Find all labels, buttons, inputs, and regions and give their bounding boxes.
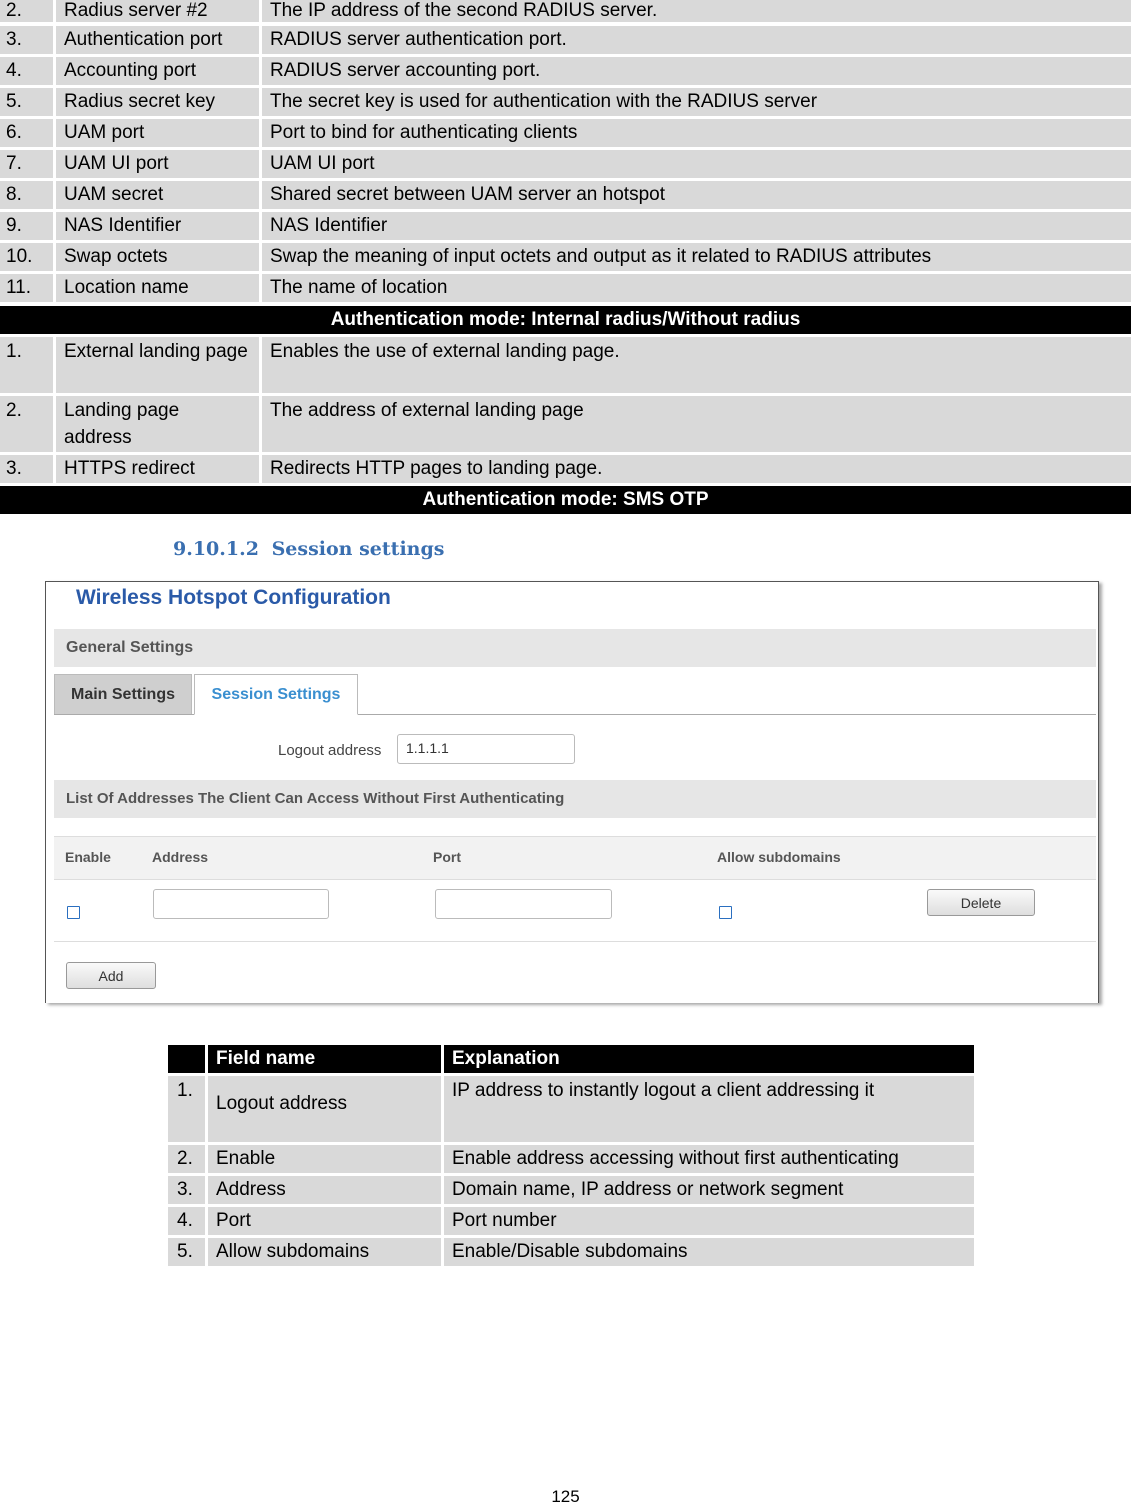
field-name: Authentication port [56,26,259,54]
field-name: UAM secret [56,181,259,209]
field-description: Port to bind for authenticating clients [262,119,1131,147]
tab-session-settings[interactable]: Session Settings [194,674,358,715]
field-name: Port [208,1207,441,1235]
col-allow-subdomains: Allow subdomains [717,849,841,865]
table-row [0,150,1131,178]
table-row [0,88,1131,116]
row-number: 3. [0,455,53,483]
logout-address-label: Logout address [278,742,382,759]
field-description: The name of location [262,274,1131,302]
table-row [0,396,1131,452]
field-description: NAS Identifier [262,212,1131,240]
field-description: RADIUS server authentication port. [262,26,1131,54]
row-number: 10. [0,243,53,271]
field-description: Swap the meaning of input octets and output as it related to RADIUS attributes [262,243,1131,271]
table-row [168,1207,974,1235]
allow-subdomains-checkbox[interactable] [719,906,732,919]
hotspot-config-screenshot [45,581,1099,1003]
field-name: Location name [56,274,259,302]
table-row [168,1076,974,1142]
field-description: Shared secret between UAM server an hotspot [262,181,1131,209]
field-name: HTTPS redirect [56,455,259,483]
field-name: Radius secret key [56,88,259,116]
field-description: Redirects HTTP pages to landing page. [262,455,1131,483]
field-name: Swap octets [56,243,259,271]
delete-button[interactable]: Delete [927,889,1035,916]
field-description: Domain name, IP address or network segment [444,1176,974,1204]
field-name: UAM port [56,119,259,147]
port-input[interactable] [435,889,612,919]
header-number [168,1045,205,1073]
table-header-row [168,1045,974,1073]
addresses-table-header [54,836,1096,880]
tab-main-settings[interactable]: Main Settings [54,674,192,714]
page-number: 125 [551,1487,580,1506]
row-number: 2. [0,396,53,452]
field-description: UAM UI port [262,150,1131,178]
enable-checkbox[interactable] [67,906,80,919]
field-description: IP address to instantly logout a client addressing it [444,1076,974,1142]
general-settings-bar: General Settings [54,629,1096,667]
field-description: RADIUS server accounting port. [262,57,1131,85]
auth-mode-band-internal: Authentication mode: Internal radius/Without radius [0,306,1131,334]
row-number: 2. [0,0,53,22]
field-name: Enable [208,1145,441,1173]
col-port: Port [433,849,461,865]
field-name: NAS Identifier [56,212,259,240]
row-number: 6. [0,119,53,147]
field-description: Enables the use of external landing page. [262,337,1131,393]
field-name: Logout address [208,1076,441,1142]
section-number: 9.10.1.2 [173,538,259,560]
field-name: Landing page address [56,396,259,452]
logout-address-input[interactable]: 1.1.1.1 [397,734,575,764]
row-number: 3. [168,1176,205,1204]
field-description: The IP address of the second RADIUS server. [262,0,1131,22]
row-number: 5. [0,88,53,116]
row-number: 5. [168,1238,205,1266]
table-row [0,119,1131,147]
header-field-name: Field name [208,1045,441,1073]
table-row [0,57,1131,85]
row-number: 1. [168,1076,205,1142]
settings-tabs [54,674,1096,715]
table-row [0,181,1131,209]
table-row [168,1238,974,1266]
field-description: Port number [444,1207,974,1235]
row-number: 1. [0,337,53,393]
field-description: The address of external landing page [262,396,1131,452]
allowed-addresses-bar: List Of Addresses The Client Can Access Without First Authenticating [54,780,1096,818]
row-divider [54,941,1096,942]
section-heading [173,538,444,560]
table-row [0,26,1131,54]
row-number: 4. [168,1207,205,1235]
field-description: The secret key is used for authentication with the RADIUS server [262,88,1131,116]
add-button[interactable]: Add [66,962,156,989]
config-title: Wireless Hotspot Configuration [76,586,391,609]
table-row [0,212,1131,240]
field-name: Allow subdomains [208,1238,441,1266]
section-title: Session settings [271,538,445,560]
row-number: 7. [0,150,53,178]
row-number: 3. [0,26,53,54]
col-enable: Enable [65,849,111,865]
field-name: Radius server #2 [56,0,259,22]
address-input[interactable] [153,889,329,919]
field-name: UAM UI port [56,150,259,178]
table-row [0,337,1131,393]
row-number: 9. [0,212,53,240]
field-name: Address [208,1176,441,1204]
table-row [0,0,1131,22]
table-row [0,243,1131,271]
row-number: 4. [0,57,53,85]
field-name: External landing page [56,337,259,393]
field-name: Accounting port [56,57,259,85]
row-number: 8. [0,181,53,209]
field-description: Enable/Disable subdomains [444,1238,974,1266]
table-row [168,1145,974,1173]
row-number: 2. [168,1145,205,1173]
header-explanation: Explanation [444,1045,974,1073]
table-row [0,455,1131,483]
row-number: 11. [0,274,53,302]
table-row [0,274,1131,302]
table-row [168,1176,974,1204]
auth-mode-band-sms: Authentication mode: SMS OTP [0,486,1131,514]
field-description: Enable address accessing without first authenticating [444,1145,974,1173]
col-address: Address [152,849,209,865]
